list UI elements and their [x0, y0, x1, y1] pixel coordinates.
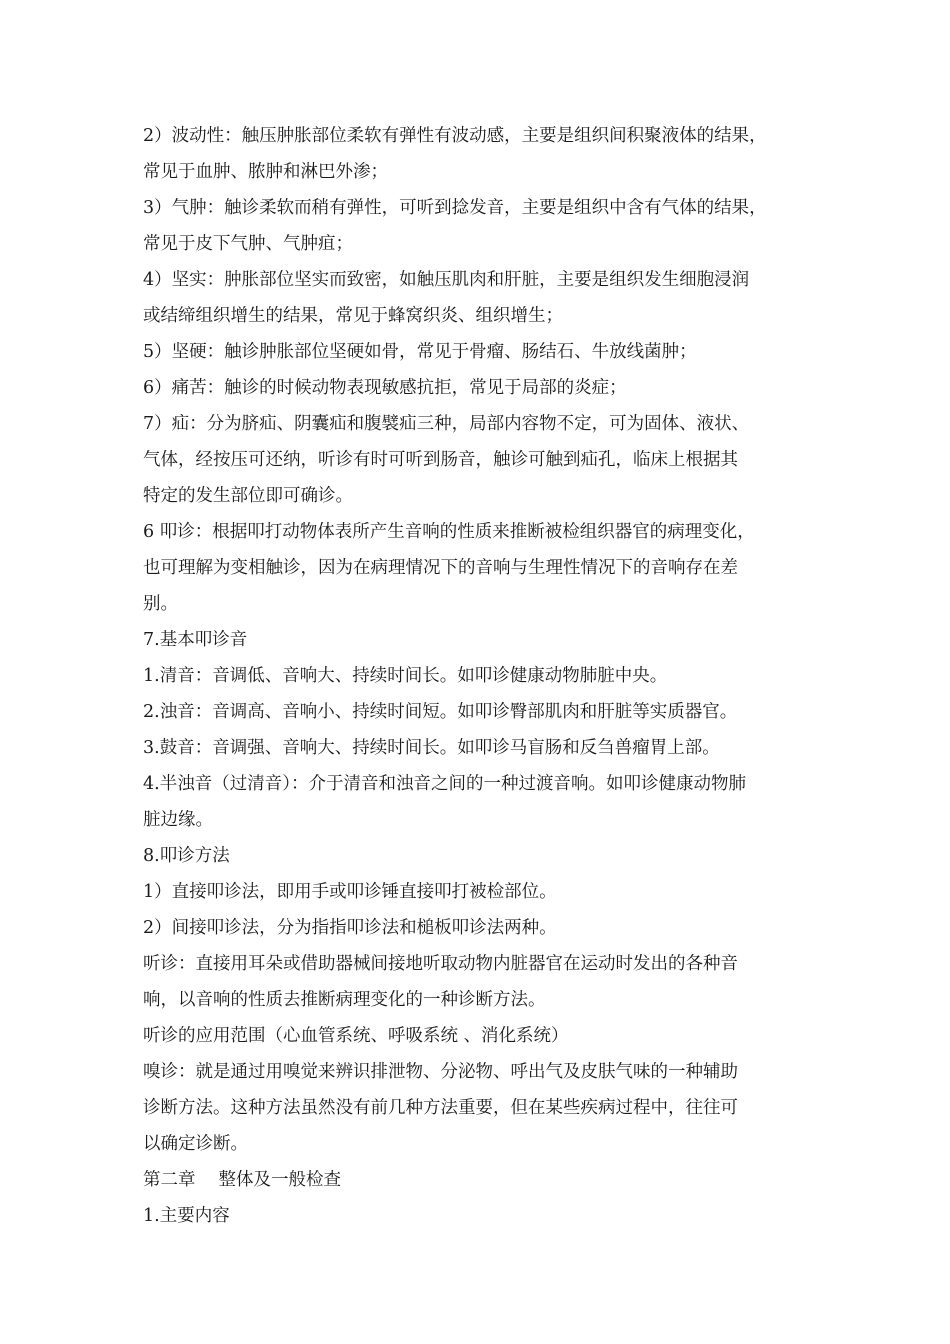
text-line: 听诊的应用范围（心血管系统、呼吸系统 、消化系统）: [143, 1026, 569, 1046]
document-body: [143, 118, 833, 1234]
text-line: 2.浊音：音调高、音响小、持续时间短。如叩诊臀部肌肉和肝脏等实质器官。: [143, 702, 738, 722]
text-line: 3）气肿：触诊柔软而稍有弹性，可听到捻发音，主要是组织中含有气体的结果，: [143, 198, 767, 218]
text-line: 别。: [143, 594, 178, 614]
text-line: 听诊：直接用耳朵或借助器械间接地听取动物内脏器官在运动时发出的各种音: [143, 954, 738, 974]
text-line: 气体，经按压可还纳，听诊有时可听到肠音，触诊可触到疝孔，临床上根据其: [143, 450, 738, 470]
chapter-heading: 第二章 整体及一般检查: [143, 1170, 342, 1190]
text-line: 1）直接叩诊法，即用手或叩诊锤直接叩打被检部位。: [143, 882, 557, 902]
text-line: 6）痛苦：触诊的时候动物表现敏感抗拒，常见于局部的炎症；: [143, 378, 627, 398]
text-line: 4）坚实：肿胀部位坚实而致密，如触压肌肉和肝脏，主要是组织发生细胞浸润: [143, 270, 750, 290]
text-line: 1.清音：音调低、音响大、持续时间长。如叩诊健康动物肺脏中央。: [143, 666, 668, 686]
section-heading: 1.主要内容: [143, 1206, 230, 1226]
text-line: 脏边缘。: [143, 810, 213, 830]
text-line: 2）波动性：触压肿胀部位柔软有弹性有波动感，主要是组织间积聚液体的结果，: [143, 126, 767, 146]
text-line: 4.半浊音（过清音）：介于清音和浊音之间的一种过渡音响。如叩诊健康动物肺: [143, 774, 746, 794]
section-heading: 8.叩诊方法: [143, 846, 230, 866]
text-line: 或结缔组织增生的结果，常见于蜂窝织炎、组织增生；: [143, 306, 563, 326]
text-line: 以确定诊断。: [143, 1134, 248, 1154]
text-line: 也可理解为变相触诊，因为在病理情况下的音响与生理性情况下的音响存在差: [143, 558, 738, 578]
section-heading: 7.基本叩诊音: [143, 630, 248, 650]
text-line: 响，以音响的性质去推断病理变化的一种诊断方法。: [143, 990, 546, 1010]
text-line: 7）疝：分为脐疝、阴囊疝和腹襞疝三种，局部内容物不定，可为固体、液状、: [143, 414, 750, 434]
text-line: 嗅诊：就是通过用嗅觉来辨识排泄物、分泌物、呼出气及皮肤气味的一种辅助: [143, 1062, 738, 1082]
text-line: 常见于皮下气肿、气肿疽；: [143, 234, 353, 254]
text-line: 诊断方法。这种方法虽然没有前几种方法重要，但在某些疾病过程中，往往可: [143, 1098, 738, 1118]
text-line: 3.鼓音：音调强、音响大、持续时间长。如叩诊马盲肠和反刍兽瘤胃上部。: [143, 738, 720, 758]
text-line: 5）坚硬：触诊肿胀部位坚硬如骨，常见于骨瘤、肠结石、牛放线菌肿；: [143, 342, 697, 362]
text-line: 6 叩诊：根据叩打动物体表所产生音响的性质来推断被检组织器官的病理变化，: [143, 522, 755, 542]
text-line: 特定的发生部位即可确诊。: [143, 486, 353, 506]
text-line: 常见于血肿、脓肿和淋巴外渗；: [143, 162, 388, 182]
text-line: 2）间接叩诊法，分为指指叩诊法和槌板叩诊法两种。: [143, 918, 557, 938]
